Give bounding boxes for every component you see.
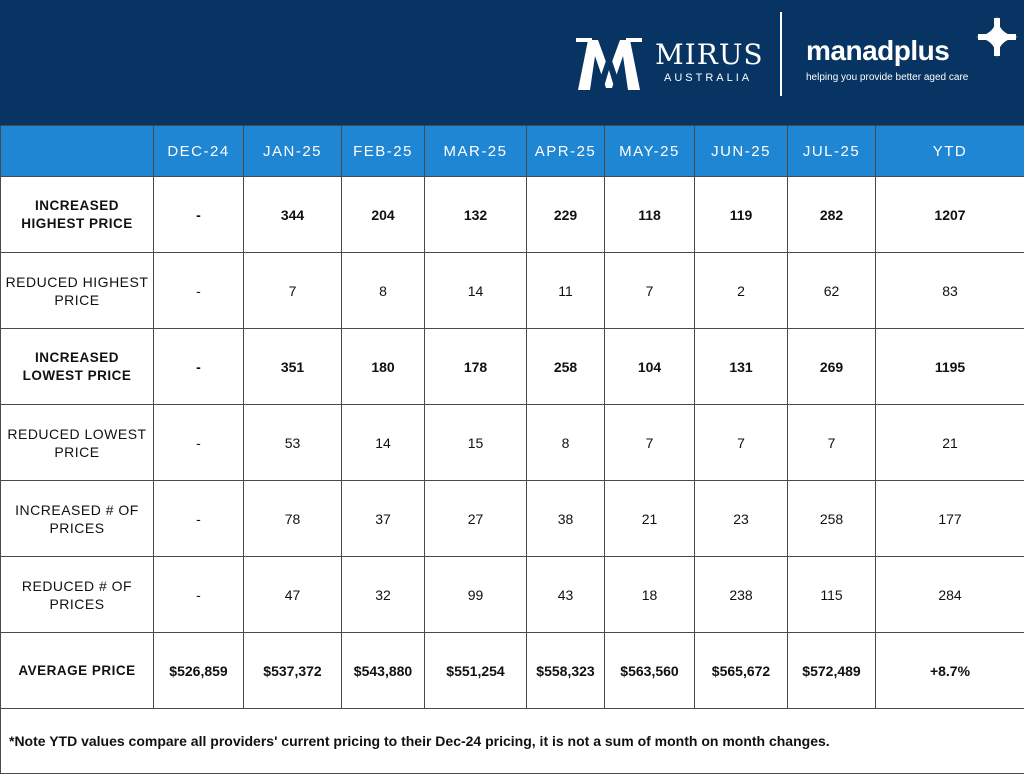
table-cell: 7 (605, 405, 695, 481)
row-label: INCREASED LOWEST PRICE (1, 329, 154, 405)
table-cell: 7 (788, 405, 876, 481)
table-cell: 177 (876, 481, 1024, 557)
table-cell: 1195 (876, 329, 1024, 405)
table-cell: 269 (788, 329, 876, 405)
header-cell-ytd: YTD (876, 126, 1024, 177)
row-label: REDUCED LOWEST PRICE (1, 405, 154, 481)
mirus-monogram-logo (576, 36, 642, 92)
table-cell: 132 (425, 177, 527, 253)
mirus-logo-subtitle: AUSTRALIA (664, 72, 752, 84)
table-row (1, 405, 1024, 481)
plus-icon (976, 16, 1018, 58)
table-cell: 18 (605, 557, 695, 633)
header-cell-apr-25: APR-25 (527, 126, 605, 177)
table-cell: 32 (342, 557, 425, 633)
table-cell: 7 (695, 405, 788, 481)
table-cell: 62 (788, 253, 876, 329)
table-cell: 351 (244, 329, 342, 405)
table-cell: 104 (605, 329, 695, 405)
table-row (1, 329, 1024, 405)
header-cell-jan-25: JAN-25 (244, 126, 342, 177)
table-cell: 131 (695, 329, 788, 405)
ytd-footnote: *Note YTD values compare all providers' current pricing to their Dec-24 pricing, it is not a sum of month on month changes. (1, 709, 1024, 774)
table-header-row (1, 126, 1024, 177)
table-cell: 43 (527, 557, 605, 633)
table-cell: 204 (342, 177, 425, 253)
logo-divider (780, 12, 782, 96)
table-cell: 78 (244, 481, 342, 557)
table-cell: - (154, 481, 244, 557)
header-cell-may-25: MAY-25 (605, 126, 695, 177)
table-cell: - (154, 557, 244, 633)
table-cell: 258 (788, 481, 876, 557)
table-cell: $551,254 (425, 633, 527, 709)
manadplus-logo-text: manadplus (806, 36, 949, 66)
table-cell: - (154, 177, 244, 253)
table-cell: 47 (244, 557, 342, 633)
price-changes-table (0, 125, 1024, 774)
table-cell: 11 (527, 253, 605, 329)
table-cell: 180 (342, 329, 425, 405)
header-cell-feb-25: FEB-25 (342, 126, 425, 177)
table-row (1, 557, 1024, 633)
table-cell: 344 (244, 177, 342, 253)
table-cell: $526,859 (154, 633, 244, 709)
table-cell: +8.7% (876, 633, 1024, 709)
table-cell: 118 (605, 177, 695, 253)
table-cell: 178 (425, 329, 527, 405)
table-cell: 38 (527, 481, 605, 557)
table-cell: $558,323 (527, 633, 605, 709)
row-label: INCREASED HIGHEST PRICE (1, 177, 154, 253)
row-label: REDUCED HIGHEST PRICE (1, 253, 154, 329)
table-cell: - (154, 253, 244, 329)
row-label: INCREASED # OF PRICES (1, 481, 154, 557)
table-cell: 14 (425, 253, 527, 329)
table-cell: $537,372 (244, 633, 342, 709)
table-cell: 8 (527, 405, 605, 481)
header-cell-jul-25: JUL-25 (788, 126, 876, 177)
table-cell: 37 (342, 481, 425, 557)
table-row (1, 253, 1024, 329)
table-cell: 8 (342, 253, 425, 329)
table-cell: 7 (244, 253, 342, 329)
table-row (1, 633, 1024, 709)
table-cell: 238 (695, 557, 788, 633)
table-cell: 7 (605, 253, 695, 329)
table-cell: 99 (425, 557, 527, 633)
table-cell: 53 (244, 405, 342, 481)
table-cell: 2 (695, 253, 788, 329)
mirus-logo-text: MIRUS (655, 40, 764, 70)
table-cell: $563,560 (605, 633, 695, 709)
table-cell: 115 (788, 557, 876, 633)
table-cell: - (154, 405, 244, 481)
table-cell: 119 (695, 177, 788, 253)
header-cell-dec-24: DEC-24 (154, 126, 244, 177)
table-cell: 21 (605, 481, 695, 557)
table-cell: 284 (876, 557, 1024, 633)
row-label: AVERAGE PRICE (1, 633, 154, 709)
table-row (1, 177, 1024, 253)
table-cell: 282 (788, 177, 876, 253)
table-cell: 1207 (876, 177, 1024, 253)
table-cell: 229 (527, 177, 605, 253)
table-cell: 258 (527, 329, 605, 405)
header-cell-empty (1, 126, 154, 177)
header-cell-jun-25: JUN-25 (695, 126, 788, 177)
row-label: REDUCED # OF PRICES (1, 557, 154, 633)
table-cell: $543,880 (342, 633, 425, 709)
table-cell: $572,489 (788, 633, 876, 709)
table-cell: 83 (876, 253, 1024, 329)
table-cell: 21 (876, 405, 1024, 481)
header-cell-mar-25: MAR-25 (425, 126, 527, 177)
table-row (1, 481, 1024, 557)
manadplus-tagline: helping you provide better aged care (806, 72, 968, 84)
table-cell: 15 (425, 405, 527, 481)
table-cell: 14 (342, 405, 425, 481)
table-cell: 27 (425, 481, 527, 557)
table-cell: 23 (695, 481, 788, 557)
table-cell: - (154, 329, 244, 405)
table-cell: $565,672 (695, 633, 788, 709)
header-banner (0, 0, 1024, 125)
note-row (1, 709, 1024, 774)
